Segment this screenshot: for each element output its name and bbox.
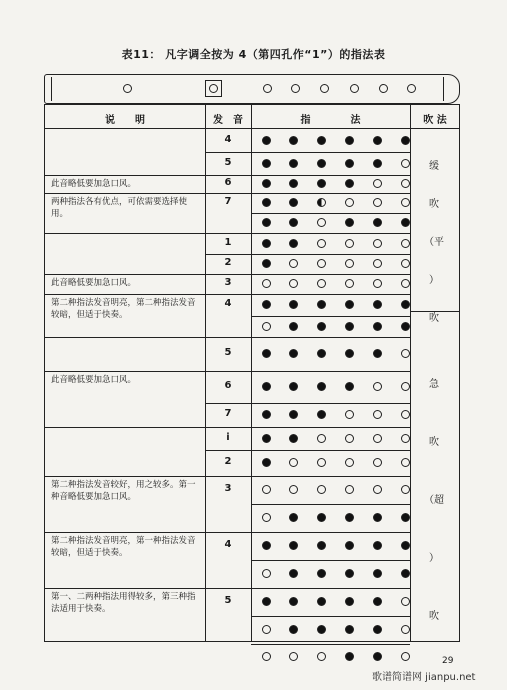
closed-hole-dot [345, 218, 354, 227]
closed-hole-dot [401, 541, 410, 550]
closed-hole-dot [289, 159, 298, 168]
closed-hole-dot [317, 541, 326, 550]
open-hole-dot [401, 434, 410, 443]
pitch-label: 4 [224, 539, 232, 550]
closed-hole-dot [317, 179, 326, 188]
blowing-method-char: 吹 [429, 313, 439, 324]
closed-hole-dot [262, 136, 271, 145]
page-number: 29 [442, 656, 454, 666]
blowing-method-char: ） [429, 275, 439, 286]
open-hole-dot [401, 279, 410, 288]
closed-hole-dot [373, 541, 382, 550]
open-hole-dot [345, 279, 354, 288]
flute-finger-hole [291, 84, 300, 93]
header-description: 说 明 [105, 115, 145, 126]
closed-hole-dot [289, 434, 298, 443]
closed-hole-dot [345, 136, 354, 145]
open-hole-dot [317, 458, 326, 467]
pitch-label: 5 [224, 347, 232, 358]
open-hole-dot [373, 179, 382, 188]
open-hole-dot [289, 458, 298, 467]
open-hole-dot [289, 652, 298, 661]
closed-hole-dot [345, 300, 354, 309]
blowing-method-char: 急 [429, 379, 439, 390]
flute-right-end [443, 77, 450, 101]
closed-hole-dot [262, 382, 271, 391]
open-hole-dot [345, 198, 354, 207]
closed-hole-dot [262, 218, 271, 227]
open-hole-dot [317, 434, 326, 443]
flute-diagram [44, 74, 460, 104]
closed-hole-dot [317, 322, 326, 331]
pitch-label: 1 [224, 236, 232, 248]
closed-hole-dot [317, 159, 326, 168]
closed-hole-dot [289, 569, 298, 578]
open-hole-dot [401, 652, 410, 661]
open-hole-dot [262, 322, 271, 331]
fingering-table [44, 104, 460, 642]
closed-hole-dot [289, 382, 298, 391]
open-hole-dot [317, 485, 326, 494]
closed-hole-dot [317, 382, 326, 391]
open-hole-dot [345, 485, 354, 494]
closed-hole-dot [289, 300, 298, 309]
open-hole-dot [401, 198, 410, 207]
open-hole-dot [373, 434, 382, 443]
open-hole-dot [289, 485, 298, 494]
flute-membrane-hole [205, 80, 222, 97]
closed-hole-dot [345, 597, 354, 606]
closed-hole-dot [262, 179, 271, 188]
open-hole-dot [401, 349, 410, 358]
closed-hole-dot [373, 349, 382, 358]
watermark: 歌谱简谱网 jianpu.net [372, 672, 476, 683]
pitch-label: 6 [224, 380, 232, 391]
closed-hole-dot [289, 541, 298, 550]
open-hole-dot [401, 625, 410, 634]
row-description: 此音略低要加急口风。 [51, 278, 137, 288]
open-hole-dot [401, 382, 410, 391]
open-hole-dot [401, 458, 410, 467]
open-hole-dot [262, 652, 271, 661]
pitch-label: 5 [224, 156, 232, 168]
open-hole-dot [373, 259, 382, 268]
closed-hole-dot [289, 597, 298, 606]
closed-hole-dot [345, 513, 354, 522]
closed-hole-dot [373, 159, 382, 168]
open-hole-dot [317, 279, 326, 288]
closed-hole-dot [289, 179, 298, 188]
open-hole-dot [262, 513, 271, 522]
closed-hole-dot [289, 349, 298, 358]
row-description: 第二种指法发音明亮，第二种指法发音较暗，但适于快奏。 [51, 298, 196, 320]
closed-hole-dot [317, 136, 326, 145]
closed-hole-dot [373, 569, 382, 578]
closed-hole-dot [401, 513, 410, 522]
closed-hole-dot [373, 625, 382, 634]
closed-hole-dot [345, 625, 354, 634]
closed-hole-dot [345, 541, 354, 550]
open-hole-dot [262, 625, 271, 634]
closed-hole-dot [317, 410, 326, 419]
closed-hole-dot [345, 159, 354, 168]
flute-finger-hole [350, 84, 359, 93]
open-hole-dot [289, 259, 298, 268]
open-hole-dot [289, 279, 298, 288]
closed-hole-dot [345, 569, 354, 578]
open-hole-dot [262, 569, 271, 578]
closed-hole-dot [262, 434, 271, 443]
open-hole-dot [373, 458, 382, 467]
closed-hole-dot [289, 322, 298, 331]
open-hole-dot [401, 259, 410, 268]
open-hole-dot [401, 239, 410, 248]
blowing-method-char: 吹 [429, 437, 439, 448]
closed-hole-dot [289, 625, 298, 634]
closed-hole-dot [373, 513, 382, 522]
closed-hole-dot [262, 410, 271, 419]
pitch-label: 3 [224, 483, 232, 494]
flute-embouchure-hole [123, 84, 132, 93]
closed-hole-dot [345, 322, 354, 331]
closed-hole-dot [317, 597, 326, 606]
closed-hole-dot [262, 458, 271, 467]
closed-hole-dot [401, 218, 410, 227]
pitch-label: 4 [224, 298, 232, 309]
open-hole-dot [317, 259, 326, 268]
open-hole-dot [401, 159, 410, 168]
closed-hole-dot [289, 218, 298, 227]
open-hole-dot [345, 259, 354, 268]
flute-finger-hole [320, 84, 329, 93]
closed-hole-dot [262, 349, 271, 358]
flute-finger-hole [263, 84, 272, 93]
open-hole-dot [373, 410, 382, 419]
closed-hole-dot [317, 569, 326, 578]
closed-hole-dot [262, 198, 271, 207]
open-hole-dot [317, 652, 326, 661]
pitch-label: 4 [224, 133, 232, 145]
header-pitch: 发 音 [213, 115, 243, 126]
closed-hole-dot [262, 597, 271, 606]
closed-hole-dot [345, 179, 354, 188]
blowing-method-char: 吹 [429, 199, 439, 210]
closed-hole-dot [345, 382, 354, 391]
blowing-method-char: （超 [424, 495, 444, 506]
open-hole-dot [373, 198, 382, 207]
closed-hole-dot [373, 300, 382, 309]
blowing-method-char: 缓 [429, 161, 439, 172]
header-fingering: 指 法 [300, 115, 361, 126]
closed-hole-dot [345, 349, 354, 358]
pitch-label: 2 [224, 257, 232, 268]
flute-finger-hole [379, 84, 388, 93]
row-description: 第一、二两种指法用得较多，第三种指法适用于快奏。 [51, 592, 196, 614]
closed-hole-dot [262, 259, 271, 268]
closed-hole-dot [373, 322, 382, 331]
open-hole-dot [373, 382, 382, 391]
open-hole-dot [373, 239, 382, 248]
pitch-label: 2 [224, 456, 232, 467]
open-hole-dot [345, 458, 354, 467]
closed-hole-dot [401, 136, 410, 145]
closed-hole-dot [289, 410, 298, 419]
closed-hole-dot [401, 569, 410, 578]
closed-hole-dot [262, 300, 271, 309]
open-hole-dot [345, 239, 354, 248]
open-hole-dot [401, 597, 410, 606]
closed-hole-dot [289, 136, 298, 145]
pitch-label: 3 [224, 277, 232, 288]
open-hole-dot [317, 218, 326, 227]
blowing-method-char: ） [429, 553, 439, 564]
open-hole-dot [373, 279, 382, 288]
closed-hole-dot [345, 652, 354, 661]
pitch-label: 7 [224, 408, 232, 419]
closed-hole-dot [317, 300, 326, 309]
closed-hole-dot [262, 159, 271, 168]
open-hole-dot [345, 434, 354, 443]
flute-finger-hole [407, 84, 416, 93]
closed-hole-dot [262, 541, 271, 550]
closed-hole-dot [289, 198, 298, 207]
closed-hole-dot [262, 239, 271, 248]
closed-hole-dot [317, 349, 326, 358]
closed-hole-dot [317, 513, 326, 522]
closed-hole-dot [317, 625, 326, 634]
row-description: 两种指法各有优点，可依需要选择使用。 [51, 197, 188, 219]
open-hole-dot [401, 410, 410, 419]
header-blowing: 吹 法 [423, 115, 447, 126]
blowing-method-char: 吹 [429, 611, 439, 622]
open-hole-dot [401, 179, 410, 188]
pitch-label: 5 [224, 595, 232, 606]
pitch-label: i [226, 431, 230, 443]
row-description: 第二种指法发音明亮，第一种指法发音较暗，但适于快奏。 [51, 536, 196, 558]
row-description: 第二种指法发音较好，用之较多。第一种音略低要加急口风。 [51, 480, 196, 502]
closed-hole-dot [373, 218, 382, 227]
blowing-method-char: （平 [424, 237, 444, 248]
closed-hole-dot [289, 239, 298, 248]
open-hole-dot [373, 485, 382, 494]
flute-left-end [51, 77, 58, 101]
open-hole-dot [262, 279, 271, 288]
open-hole-dot [401, 485, 410, 494]
closed-hole-dot [289, 513, 298, 522]
table-title: 表11： 凡字调全按为 4（第四孔作“1”）的指法表 [121, 48, 386, 61]
row-description: 此音略低要加急口风。 [51, 375, 137, 385]
pitch-label: 6 [224, 177, 232, 188]
open-hole-dot [262, 485, 271, 494]
row-description: 此音略低要加急口风。 [51, 179, 137, 189]
closed-hole-dot [401, 300, 410, 309]
open-hole-dot [317, 239, 326, 248]
closed-hole-dot [373, 136, 382, 145]
half-hole-dot [317, 198, 326, 207]
pitch-label: 7 [224, 196, 232, 207]
closed-hole-dot [373, 652, 382, 661]
open-hole-dot [345, 410, 354, 419]
closed-hole-dot [373, 597, 382, 606]
closed-hole-dot [401, 322, 410, 331]
